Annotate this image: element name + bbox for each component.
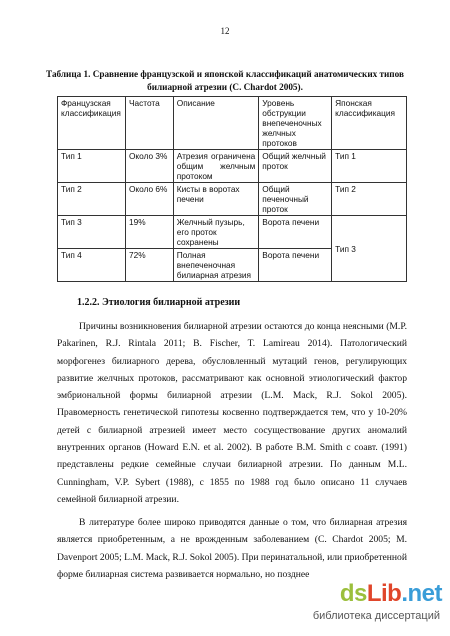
cell-description: Атрезия ограничена общим желчным протоком bbox=[173, 150, 259, 183]
header-frequency: Частота bbox=[125, 97, 173, 150]
cell-obstruction-level: Ворота печени bbox=[259, 249, 332, 282]
table-row bbox=[58, 150, 407, 183]
table-caption-line-1: Таблица 1. Сравнение французской и японской классификаций анатомических типов bbox=[46, 69, 404, 79]
cell-french-type: Тип 4 bbox=[58, 249, 126, 282]
table-header-row bbox=[58, 97, 407, 150]
cell-obstruction-level: Общий печеночный проток bbox=[259, 183, 332, 216]
header-description: Описание bbox=[173, 97, 259, 150]
cell-japanese-type: Тип 1 bbox=[332, 150, 407, 183]
dslib-watermark[interactable] bbox=[292, 580, 442, 626]
paragraph-2 bbox=[57, 514, 407, 583]
cell-japanese-type: Тип 2 bbox=[332, 183, 407, 216]
cell-french-type: Тип 1 bbox=[58, 150, 126, 183]
dslib-logo: dsLib.net bbox=[339, 580, 442, 607]
cell-japanese-type-merged: Тип 3 bbox=[332, 216, 407, 282]
cell-obstruction-level: Ворота печени bbox=[259, 216, 332, 249]
header-obstruction-level: Уровень обструкции внепеченочных желчных протоков bbox=[259, 97, 332, 150]
cell-french-type: Тип 3 bbox=[58, 216, 126, 249]
table-row bbox=[58, 216, 407, 249]
cell-frequency: Около 6% bbox=[125, 183, 173, 216]
cell-frequency: Около 3% bbox=[125, 150, 173, 183]
cell-french-type: Тип 2 bbox=[58, 183, 126, 216]
cell-description: Кисты в воротах печени bbox=[173, 183, 259, 216]
page-number: 12 bbox=[220, 26, 230, 36]
table-row bbox=[58, 183, 407, 216]
classification-table bbox=[57, 96, 407, 282]
paragraph-1 bbox=[57, 318, 407, 508]
cell-obstruction-level: Общий желчный проток bbox=[259, 150, 332, 183]
paragraph-1-text: Причины возникновения билиарной атрезии остаются до конца неясными (M.P. Pakarinen, R.J. Rintala 2011; B. Fischer, T. Lamireau 2014). Патологический морфогенез билиарного дерева, обусловленный мутаций генов, регулирующих развитие желчных протоков, рассматривают как основной этиологический фактор эмбриональной формы билиарной атрезии (L.M. Mack, R.J. Sokol 2005). Правомерность генетической гипотезы косвенно подтверждается тем, что у 10-20% детей с билиарной атрезией имеет место сосуществование других аномалий внутренних органов (Howard E.N. et al. 2002). В работе B.M. Smith с соавт. (1991) представлены редкие семейные случаи билиарной атрезии. По данным M.L. Cunningham, V.P. Sybert (1988), с 1855 по 1988 год было описано 11 случаев семейной билиарной атрезии. bbox=[57, 321, 407, 505]
section-heading: 1.2.2. Этиология билиарной атрезии bbox=[77, 297, 241, 308]
cell-frequency: 72% bbox=[125, 249, 173, 282]
cell-description: Полная внепеченочная билиарная атрезия bbox=[173, 249, 259, 282]
dslib-subtitle: библиотека диссертаций bbox=[312, 610, 440, 622]
paragraph-2-text: В литературе более широко приводятся данные о том, что билиарная атрезия является приобретенным, а не врожденным заболеванием (C. Chardot 2005; M. Davenport 2005; L.M. Mack, R.J. Sokol 2005). При перинатальной, или приобретенной форме билиарная система развивается нормально, но позднее bbox=[57, 517, 407, 580]
header-japanese-classification: Японская классификация bbox=[332, 97, 407, 150]
table-caption-line-2: билиарной атрезии (C. Chardot 2005). bbox=[147, 82, 303, 92]
table-caption bbox=[30, 68, 420, 94]
cell-frequency: 19% bbox=[125, 216, 173, 249]
header-french-classification: Французская классификация bbox=[58, 97, 126, 150]
cell-description: Желчный пузырь, его проток сохранены bbox=[173, 216, 259, 249]
